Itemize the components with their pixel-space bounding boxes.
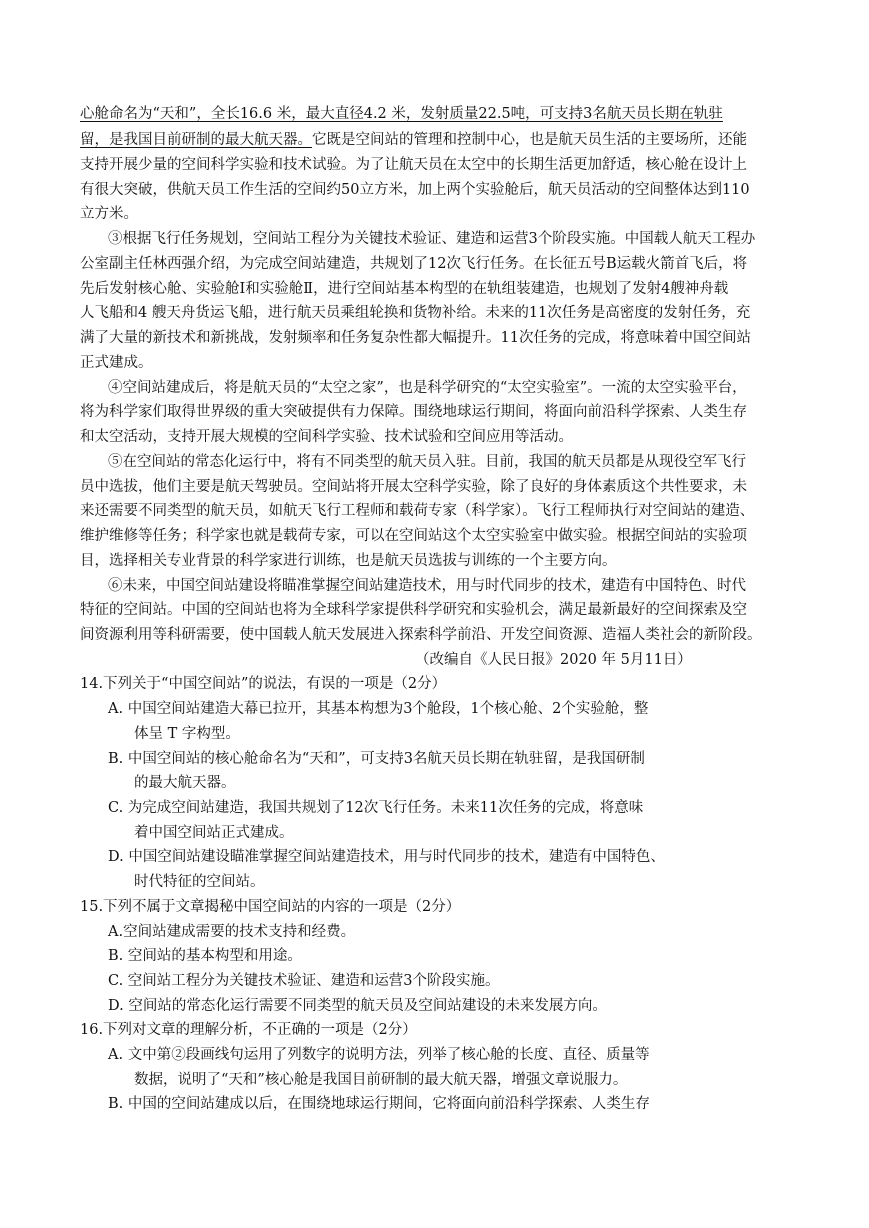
passage-line: 立方米。 [80,206,138,222]
passage-line: 来还需要不同类型的航天员，如航天飞行工程师和载荷专家（科学家）。飞行工程师执行对空间站的建造、 [80,503,755,519]
passage-line: 人飞船和4 艘天舟货运飞船，进行航天员乘组轮换和货物补给。未来的11次任务是高密度的发射任务，充 [80,305,751,321]
passage-line: 先后发射核心舱、实验舱Ⅰ和实验舱Ⅱ，进行空间站基本构型的在轨组装建造，也规划了发射4艘神舟载 [80,281,729,297]
question-14-option-b: B. 中国空间站的核心舱命名为“天和”，可支持3名航天员长期在轨驻留，是我国研制 [108,751,645,767]
question-14-option-a: A. 中国空间站建造大幕已拉开，其基本构想为3个舱段，1个核心舱、2个实验舱，整 [108,701,649,717]
question-15-option-d: D. 空间站的常态化运行需要不同类型的航天员及空间站建设的未来发展方向。 [108,998,607,1014]
passage-line: 正式建成。 [80,355,153,371]
passage-line: ③根据飞行任务规划，空间站工程分为关键技术验证、建造和运营3个阶段实施。中国载人航天工程办 [108,231,756,247]
question-15-option-a: A.空间站建成需要的技术支持和经费。 [108,924,356,940]
question-14-option-c-cont: 着中国空间站正式建成。 [134,825,294,841]
passage-line: ④空间站建成后，将是航天员的“太空之家”，也是科学研究的“太空实验室”。一流的太空实验平台， [108,380,747,396]
source-citation: （改编自《人民日报》2020 年 5月11日） [415,652,692,668]
passage-line [80,104,723,126]
underlined-sentence: 心舱命名为“天和”，全长16.6 米，最大直径4.2 米，发射质量22.5吨，可支持3名航天员长期在轨驻 [80,106,723,122]
passage-line: 公室副主任林西强介绍，为完成空间站建造，共规划了12次飞行任务。在长征五号B运载火箭首飞后，将 [80,256,748,272]
underlined-sentence: 留，是我国目前研制的最大航天器。 [80,132,312,148]
question-14-option-d-cont: 时代特征的空间站。 [134,874,265,890]
passage-line: 员中选拔，他们主要是航天驾驶员。空间站将开展太空科学实验，除了良好的身体素质这个共性要求，未 [80,479,747,495]
passage-line: ⑥未来，中国空间站建设将瞄准掌握空间站建造技术，用与时代同步的技术，建造有中国特色、时代 [108,578,746,594]
question-16-stem: 16.下列对文章的理解分析，不正确的一项是（2分） [80,1022,417,1038]
question-15-option-c: C. 空间站工程分为关键技术验证、建造和运营3个阶段实施。 [108,973,500,989]
passage-line: 特征的空间站。中国的空间站也将为全球科学家提供科学研究和实验机会，满足最新最好的空间探索及空 [80,602,747,618]
passage-line: 满了大量的新技术和新挑战，发射频率和任务复杂性都大幅提升。11次任务的完成，将意味着中国空间站 [80,330,751,346]
passage-line: 将为科学家们取得世界级的重大突破提供有力保障。围绕地球运行期间，将面向前沿科学探索、人类生存 [80,404,747,420]
passage-line [80,130,747,152]
question-16-option-b: B. 中国的空间站建成以后，在围绕地球运行期间，它将面向前沿科学探索、人类生存 [108,1096,650,1112]
passage-line: 维护维修等任务；科学家也就是载荷专家，可以在空间站这个太空实验室中做实验。根据空间站的实验项 [80,528,747,544]
passage-line: 有很大突破，供航天员工作生活的空间约50立方米，加上两个实验舱后，航天员活动的空间整体达到110 [80,182,750,198]
passage-line: 支持开展少量的空间科学实验和技术试验。为了让航天员在太空中的长期生活更加舒适，核心舱在设计上 [80,157,747,173]
question-16-option-a: A. 文中第②段画线句运用了列数字的说明方法，列举了核心舱的长度、直径、质量等 [108,1047,650,1063]
question-14-option-c: C. 为完成空间站建造，我国共规划了12次飞行任务。未来11次任务的完成，将意味 [108,800,644,816]
question-15-option-b: B. 空间站的基本构型和用途。 [108,948,302,964]
question-14-option-a-cont: 体呈 T 字构型。 [134,726,240,742]
question-16-option-a-cont: 数据，说明了“天和”核心舱是我国目前研制的最大航天器，增强文章说服力。 [134,1072,628,1088]
passage-text: 它既是空间站的管理和控制中心，也是航天员生活的主要场所，还能 [312,132,747,148]
passage-line: 目，选择相关专业背景的科学家进行训练，也是航天员选拔与训练的一个主要方向。 [80,553,617,569]
passage-line: 间资源利用等科研需要，使中国载人航天发展进入探索科学前沿、开发空间资源、造福人类社会的新阶段。 [80,627,762,643]
passage-line: ⑤在空间站的常态化运行中，将有不同类型的航天员入驻。目前，我国的航天员都是从现役空军飞行 [108,454,746,470]
question-15-stem: 15.下列不属于文章揭秘中国空间站的内容的一项是（2分） [80,899,461,915]
question-14-option-b-cont: 的最大航天器。 [134,775,236,791]
question-14-stem: 14.下列关于“中国空间站”的说法，有误的一项是（2分） [80,676,447,692]
question-14-option-d: D. 中国空间站建设瞄准掌握空间站建造技术，用与时代同步的技术，建造有中国特色、 [108,849,665,865]
passage-line: 和太空活动，支持开展大规模的空间科学实验、技术试验和空间应用等活动。 [80,429,573,445]
